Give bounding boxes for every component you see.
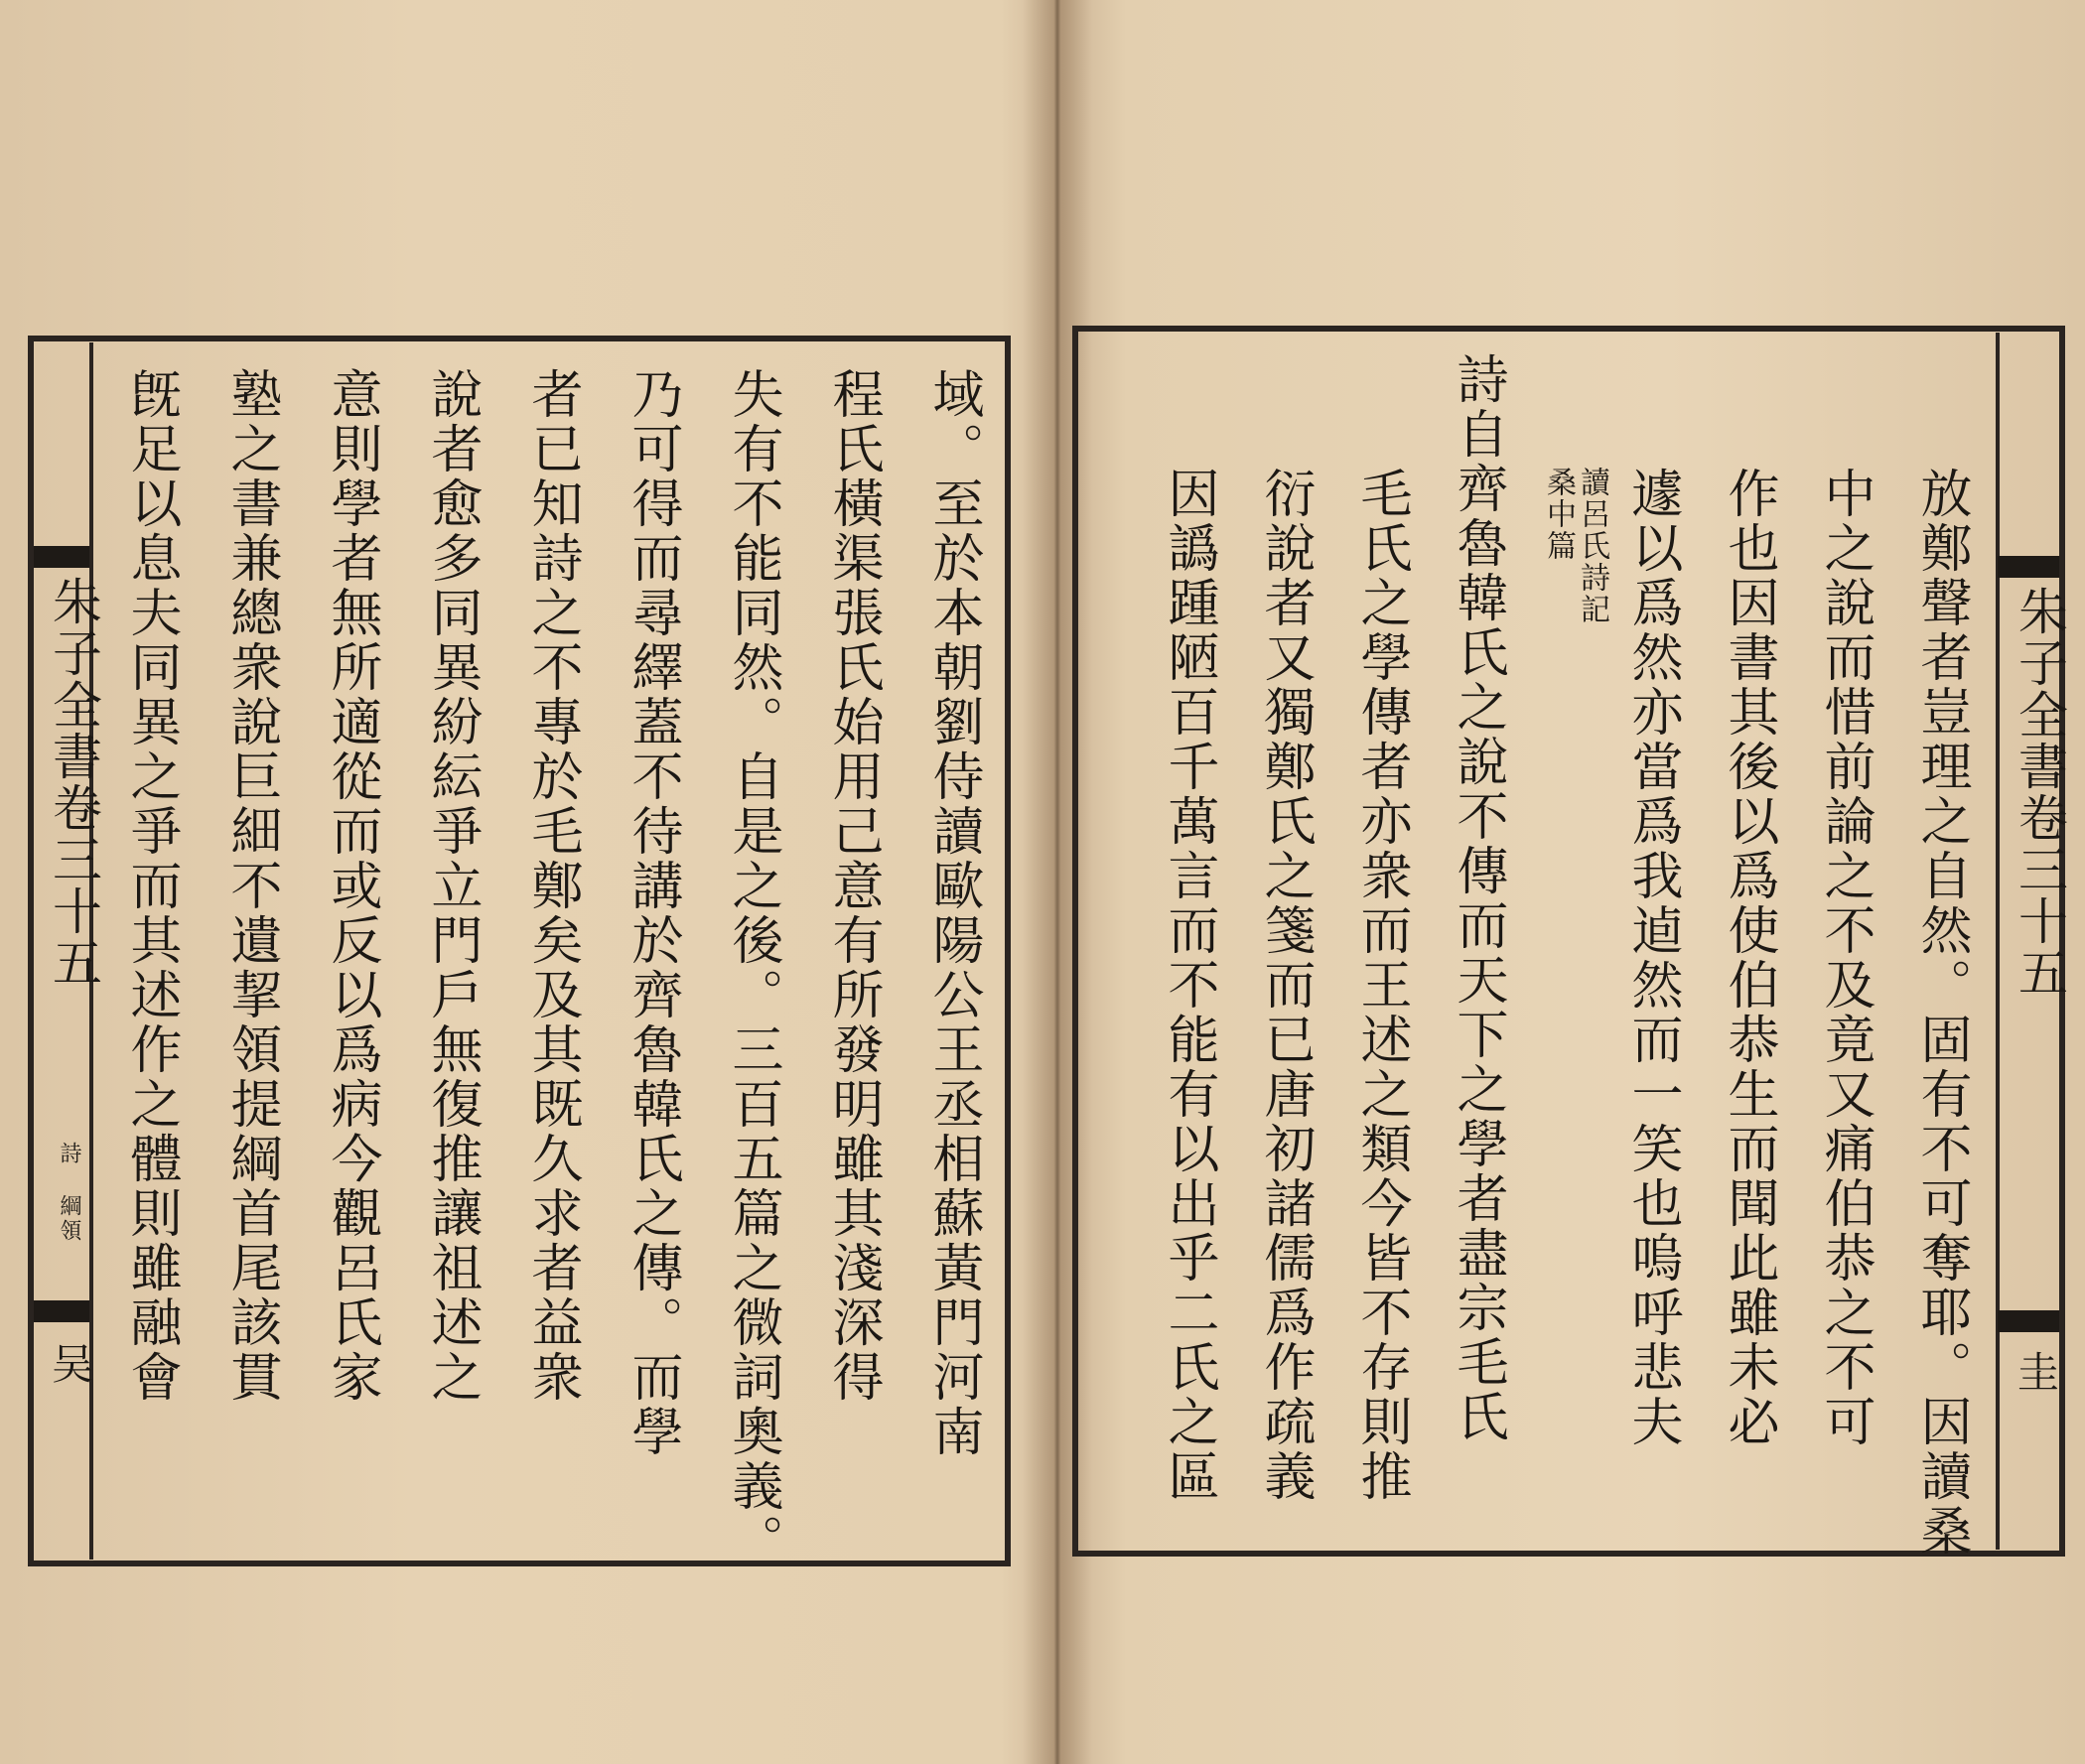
right-fishtail-top (1998, 556, 2059, 578)
right-col-heading: 讀呂氏詩記桑中篇 (1541, 467, 1609, 625)
right-page (1072, 0, 2085, 1764)
right-col-8: 衍說者又獨鄭氏之箋而已唐初諸儒爲作疏義 (1255, 467, 1315, 1504)
right-col-6: 詩自齊魯韓氏之說不傳而天下之學者盡宗毛氏 (1448, 352, 1507, 1444)
left-margin-subtitle: 詩 綱領 (57, 1142, 81, 1244)
left-col-1: 域。至於本朝劉侍讀歐陽公王丞相蘇黃門河南 (923, 367, 983, 1459)
left-margin-title: 朱子全書卷三十五 (45, 576, 102, 989)
left-fishtail-bottom (34, 1300, 89, 1322)
right-col-4: 遽以爲然亦當爲我逌然而一笑也嗚呼悲夫 (1622, 467, 1682, 1449)
left-col-6: 說者愈多同異紛紜爭立門戶無復推讓祖述之 (422, 367, 482, 1405)
right-page-margin-rule (1996, 333, 2000, 1550)
right-fishtail-bottom (1998, 1310, 2059, 1332)
right-col-7: 毛氏之學傳者亦衆而王述之類今皆不存則推 (1351, 467, 1411, 1504)
right-folio: 圭 (2012, 1350, 2060, 1392)
left-folio: 吴 (46, 1342, 94, 1384)
left-page (0, 0, 1033, 1764)
left-col-8: 塾之書兼總衆說巨細不遺挈領提綱首尾該貫 (221, 367, 281, 1405)
right-col-3: 作也因書其後以爲使伯恭生而聞此雖未必 (1719, 467, 1778, 1449)
left-fishtail-top (34, 546, 89, 568)
left-col-4: 乃可得而尋繹蓋不待講於齊魯韓氏之傳。而學 (623, 367, 682, 1459)
right-margin-title: 朱子全書卷三十五 (2011, 586, 2068, 999)
right-col-9: 因譌踵陋百千萬言而不能有以出乎二氏之區 (1159, 467, 1218, 1504)
left-col-3: 失有不能同然。自是之後。三百五篇之微詞奧義。 (723, 367, 782, 1568)
left-col-5: 者已知詩之不專於毛鄭矣及其既久求者益衆 (522, 367, 582, 1405)
left-col-9: 旣足以息夫同異之爭而其述作之體則雖融會 (121, 367, 181, 1405)
left-col-2: 程氏橫渠張氏始用己意有所發明雖其淺深得 (823, 367, 883, 1405)
right-col-2: 中之說而惜前論之不及竟又痛伯恭之不可 (1815, 467, 1875, 1449)
right-col-1: 放鄭聲者豈理之自然。固有不可奪耶。因讀桑 (1911, 467, 1971, 1559)
left-col-7: 意則學者無所適從而或反以爲病今觀呂氏家 (322, 367, 381, 1405)
